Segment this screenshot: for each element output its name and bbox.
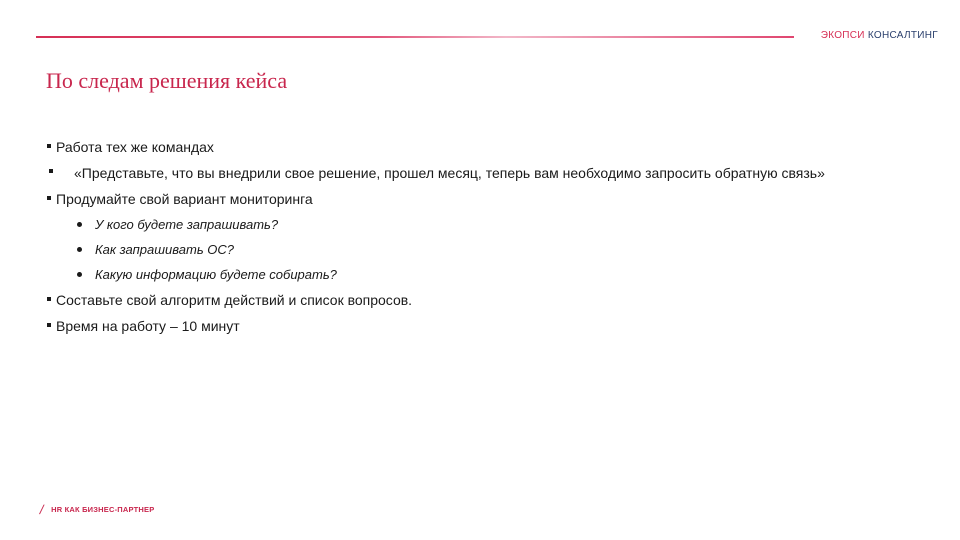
slide-content (46, 138, 906, 343)
list-item-text: «Представьте, что вы внедрили свое решение, прошел месяц, теперь вам необходимо запросить обратную связь» (74, 165, 825, 181)
footer-section-label (40, 502, 154, 517)
footer-text: HR КАК БИЗНЕС-ПАРТНЕР (51, 505, 155, 514)
square-bullet-icon (47, 144, 51, 148)
header-divider-line (36, 36, 794, 38)
sub-list-item (46, 266, 906, 284)
round-bullet-icon (77, 222, 82, 227)
list-item (46, 291, 906, 309)
sub-list-item-text: У кого будете запрашивать? (95, 217, 279, 232)
slide-title: По следам решения кейса (46, 68, 288, 93)
brand-logo (821, 30, 938, 41)
sub-list-item-text: Какую информацию будете собирать? (95, 267, 337, 282)
round-bullet-icon (77, 247, 82, 252)
list-item (46, 164, 906, 182)
list-item (46, 138, 906, 156)
square-bullet-icon (47, 297, 51, 301)
square-bullet-icon (49, 169, 53, 173)
list-item-text: Продумайте свой вариант мониторинга (56, 191, 313, 207)
list-item-text: Составьте свой алгоритм действий и список вопросов. (56, 292, 413, 308)
sub-list-item (46, 216, 906, 234)
square-bullet-icon (47, 323, 51, 327)
list-item-text: Работа тех же командах (56, 139, 214, 155)
footer-slash: / (38, 502, 46, 517)
square-bullet-icon (47, 196, 51, 200)
list-item (46, 317, 906, 335)
round-bullet-icon (77, 272, 82, 277)
brand-name-part1: ЭКОПСИ (820, 30, 865, 41)
sub-list-item (46, 241, 906, 259)
list-item (46, 190, 906, 208)
sub-list-item-text: Как запрашивать ОС? (95, 242, 234, 257)
list-item-text: Время на работу – 10 минут (56, 318, 240, 334)
brand-name-part2: КОНСАЛТИНГ (867, 30, 938, 41)
